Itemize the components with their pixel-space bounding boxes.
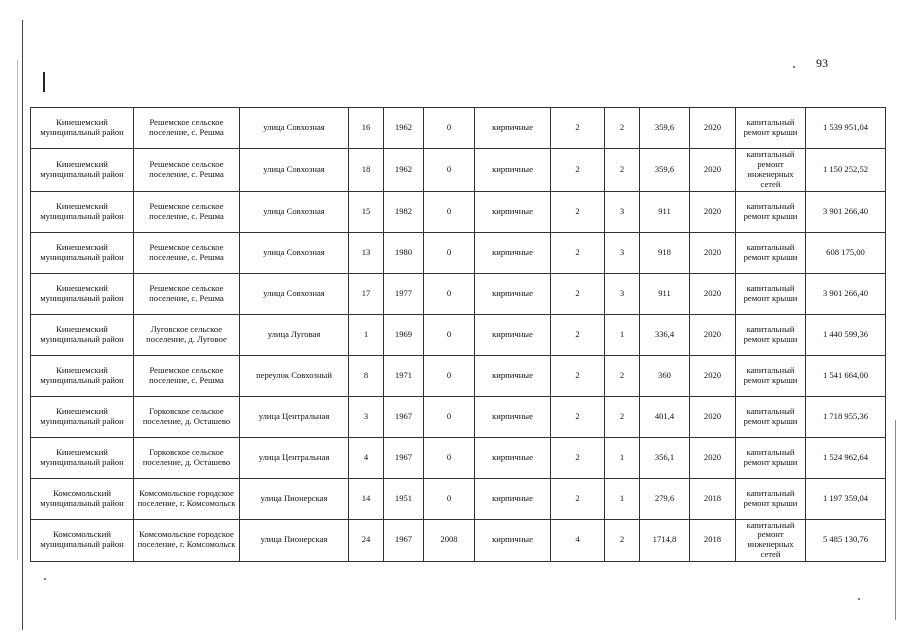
year-built-cell: 1967: [384, 396, 424, 437]
wall-material-cell: кирпичные: [475, 149, 551, 192]
district-cell: Комсомольский муниципальный район: [31, 519, 134, 562]
year-reconstructed-cell: 0: [424, 314, 475, 355]
cost-cell: 1 440 599,36: [806, 314, 886, 355]
year-reconstructed-cell: 0: [424, 437, 475, 478]
repair-year-cell: 2020: [690, 396, 736, 437]
floors-cell: 2: [551, 149, 605, 192]
house-number-cell: 3: [349, 396, 384, 437]
table-row: [31, 519, 886, 562]
street-cell: улица Совхозная: [240, 273, 349, 314]
table-row: [31, 478, 886, 519]
settlement-cell: Решемское сельское поселение, с. Решма: [134, 355, 240, 396]
district-cell: Кинешемский муниципальный район: [31, 191, 134, 232]
entrances-cell: 2: [605, 519, 640, 562]
scan-dot: [793, 66, 795, 68]
settlement-cell: Решемское сельское поселение, с. Решма: [134, 149, 240, 192]
area-cell: 359,6: [640, 149, 690, 192]
work-type-cell: капитальный ремонт инженерных сетей: [736, 519, 806, 562]
work-type-cell: капитальный ремонт крыши: [736, 437, 806, 478]
year-built-cell: 1951: [384, 478, 424, 519]
entrances-cell: 1: [605, 437, 640, 478]
repair-year-cell: 2020: [690, 149, 736, 192]
repair-year-cell: 2020: [690, 232, 736, 273]
entrances-cell: 2: [605, 149, 640, 192]
house-number-cell: 24: [349, 519, 384, 562]
entrances-cell: 1: [605, 314, 640, 355]
year-built-cell: 1967: [384, 437, 424, 478]
work-type-cell: капитальный ремонт крыши: [736, 108, 806, 149]
district-cell: Кинешемский муниципальный район: [31, 437, 134, 478]
wall-material-cell: кирпичные: [475, 519, 551, 562]
cost-cell: 1 539 951,04: [806, 108, 886, 149]
repair-year-cell: 2018: [690, 519, 736, 562]
table-row: [31, 108, 886, 149]
wall-material-cell: кирпичные: [475, 273, 551, 314]
year-reconstructed-cell: 0: [424, 191, 475, 232]
entrances-cell: 2: [605, 355, 640, 396]
floors-cell: 2: [551, 191, 605, 232]
house-number-cell: 16: [349, 108, 384, 149]
street-cell: улица Пионерская: [240, 519, 349, 562]
settlement-cell: Комсомольское городское поселение, г. Комсомольск: [134, 519, 240, 562]
wall-material-cell: кирпичные: [475, 396, 551, 437]
repair-year-cell: 2018: [690, 478, 736, 519]
left-margin-line: [22, 20, 23, 630]
scan-dot: [44, 578, 46, 580]
entrances-cell: 2: [605, 108, 640, 149]
year-built-cell: 1969: [384, 314, 424, 355]
table-row: [31, 232, 886, 273]
street-cell: улица Центральная: [240, 437, 349, 478]
district-cell: Кинешемский муниципальный район: [31, 314, 134, 355]
right-scan-line: [895, 420, 896, 620]
table-row: [31, 437, 886, 478]
settlement-cell: Решемское сельское поселение, с. Решма: [134, 108, 240, 149]
year-built-cell: 1980: [384, 232, 424, 273]
settlement-cell: Горковское сельское поселение, д. Осташево: [134, 396, 240, 437]
street-cell: улица Луговая: [240, 314, 349, 355]
district-cell: Кинешемский муниципальный район: [31, 232, 134, 273]
entrances-cell: 1: [605, 478, 640, 519]
wall-material-cell: кирпичные: [475, 478, 551, 519]
house-number-cell: 15: [349, 191, 384, 232]
cost-cell: 1 197 359,04: [806, 478, 886, 519]
year-built-cell: 1962: [384, 108, 424, 149]
house-number-cell: 18: [349, 149, 384, 192]
work-type-cell: капитальный ремонт крыши: [736, 314, 806, 355]
wall-material-cell: кирпичные: [475, 108, 551, 149]
street-cell: улица Центральная: [240, 396, 349, 437]
year-reconstructed-cell: 0: [424, 108, 475, 149]
page-number: 93: [816, 56, 828, 70]
year-reconstructed-cell: 0: [424, 478, 475, 519]
district-cell: Кинешемский муниципальный район: [31, 108, 134, 149]
repair-year-cell: 2020: [690, 273, 736, 314]
work-type-cell: капитальный ремонт крыши: [736, 232, 806, 273]
area-cell: 911: [640, 191, 690, 232]
year-built-cell: 1971: [384, 355, 424, 396]
house-number-cell: 1: [349, 314, 384, 355]
area-cell: 1714,8: [640, 519, 690, 562]
work-type-cell: капитальный ремонт крыши: [736, 355, 806, 396]
street-cell: улица Совхозная: [240, 108, 349, 149]
wall-material-cell: кирпичные: [475, 232, 551, 273]
floors-cell: 4: [551, 519, 605, 562]
floors-cell: 2: [551, 232, 605, 273]
floors-cell: 2: [551, 437, 605, 478]
area-cell: 359,6: [640, 108, 690, 149]
repair-year-cell: 2020: [690, 108, 736, 149]
repair-year-cell: 2020: [690, 314, 736, 355]
cost-cell: 1 541 664,00: [806, 355, 886, 396]
house-number-cell: 13: [349, 232, 384, 273]
floors-cell: 2: [551, 108, 605, 149]
area-cell: 356,1: [640, 437, 690, 478]
area-cell: 336,4: [640, 314, 690, 355]
area-cell: 401,4: [640, 396, 690, 437]
cost-cell: 3 901 266,40: [806, 191, 886, 232]
year-built-cell: 1982: [384, 191, 424, 232]
table-row: [31, 191, 886, 232]
house-number-cell: 4: [349, 437, 384, 478]
table-row: [31, 355, 886, 396]
floors-cell: 2: [551, 355, 605, 396]
floors-cell: 2: [551, 314, 605, 355]
wall-material-cell: кирпичные: [475, 437, 551, 478]
cost-cell: 1 524 962,64: [806, 437, 886, 478]
street-cell: переулок Совхозный: [240, 355, 349, 396]
scan-edge-line: [17, 60, 18, 560]
street-cell: улица Пионерская: [240, 478, 349, 519]
year-reconstructed-cell: 0: [424, 273, 475, 314]
year-reconstructed-cell: 2008: [424, 519, 475, 562]
settlement-cell: Горковское сельское поселение, д. Осташево: [134, 437, 240, 478]
settlement-cell: Решемское сельское поселение, с. Решма: [134, 191, 240, 232]
floors-cell: 2: [551, 396, 605, 437]
settlement-cell: Луговское сельское поселение, д. Луговое: [134, 314, 240, 355]
wall-material-cell: кирпичные: [475, 314, 551, 355]
district-cell: Комсомольский муниципальный район: [31, 478, 134, 519]
work-type-cell: капитальный ремонт крыши: [736, 396, 806, 437]
entrances-cell: 3: [605, 232, 640, 273]
district-cell: Кинешемский муниципальный район: [31, 149, 134, 192]
wall-material-cell: кирпичные: [475, 355, 551, 396]
cost-cell: 1 150 252,52: [806, 149, 886, 192]
year-reconstructed-cell: 0: [424, 396, 475, 437]
settlement-cell: Решемское сельское поселение, с. Решма: [134, 273, 240, 314]
year-reconstructed-cell: 0: [424, 355, 475, 396]
area-cell: 279,6: [640, 478, 690, 519]
entrances-cell: 2: [605, 396, 640, 437]
repair-year-cell: 2020: [690, 355, 736, 396]
settlement-cell: Решемское сельское поселение, с. Решма: [134, 232, 240, 273]
house-number-cell: 14: [349, 478, 384, 519]
work-type-cell: капитальный ремонт крыши: [736, 191, 806, 232]
work-type-cell: капитальный ремонт крыши: [736, 273, 806, 314]
settlement-cell: Комсомольское городское поселение, г. Комсомольск: [134, 478, 240, 519]
street-cell: улица Совхозная: [240, 191, 349, 232]
table-row: [31, 273, 886, 314]
street-cell: улица Совхозная: [240, 149, 349, 192]
table-row: [31, 149, 886, 192]
table-body: [31, 108, 886, 562]
house-number-cell: 8: [349, 355, 384, 396]
cost-cell: 3 901 266,40: [806, 273, 886, 314]
house-number-cell: 17: [349, 273, 384, 314]
floors-cell: 2: [551, 478, 605, 519]
housing-repair-table: [30, 107, 886, 562]
scan-tick-mark: [43, 72, 45, 92]
year-built-cell: 1977: [384, 273, 424, 314]
entrances-cell: 3: [605, 273, 640, 314]
repair-year-cell: 2020: [690, 437, 736, 478]
cost-cell: 5 485 130,76: [806, 519, 886, 562]
district-cell: Кинешемский муниципальный район: [31, 355, 134, 396]
area-cell: 918: [640, 232, 690, 273]
table-row: [31, 314, 886, 355]
year-reconstructed-cell: 0: [424, 232, 475, 273]
scan-dot: [858, 598, 860, 600]
work-type-cell: капитальный ремонт крыши: [736, 478, 806, 519]
entrances-cell: 3: [605, 191, 640, 232]
year-built-cell: 1967: [384, 519, 424, 562]
district-cell: Кинешемский муниципальный район: [31, 396, 134, 437]
area-cell: 911: [640, 273, 690, 314]
district-cell: Кинешемский муниципальный район: [31, 273, 134, 314]
cost-cell: 608 175,00: [806, 232, 886, 273]
floors-cell: 2: [551, 273, 605, 314]
year-reconstructed-cell: 0: [424, 149, 475, 192]
year-built-cell: 1962: [384, 149, 424, 192]
street-cell: улица Совхозная: [240, 232, 349, 273]
repair-year-cell: 2020: [690, 191, 736, 232]
work-type-cell: капитальный ремонт инженерных сетей: [736, 149, 806, 192]
wall-material-cell: кирпичные: [475, 191, 551, 232]
area-cell: 360: [640, 355, 690, 396]
cost-cell: 1 718 955,36: [806, 396, 886, 437]
table-row: [31, 396, 886, 437]
